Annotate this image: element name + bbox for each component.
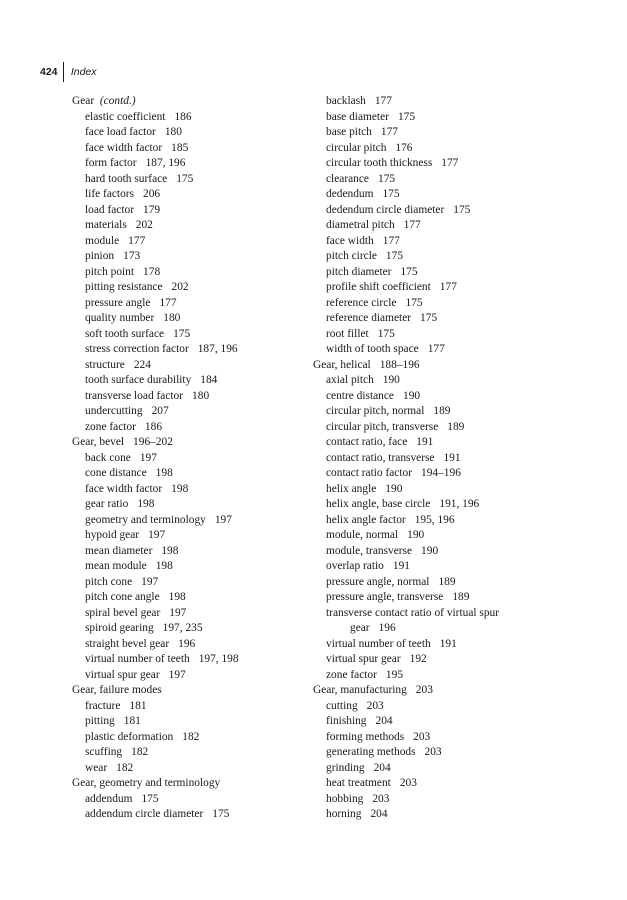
index-pages: 184 [200,374,218,386]
index-term: back cone [85,451,131,464]
index-subentry [313,606,563,622]
index-pages: 197 [169,606,187,619]
index-heading [72,435,307,451]
index-subentry [72,761,307,777]
index-subentry [313,296,563,312]
index-subentry [313,699,563,715]
index-term: module, normal [326,529,399,541]
index-pages: 187, 196 [145,157,186,169]
index-subentry [72,466,307,482]
index-pages: 198 [171,482,189,495]
index-term: base diameter [326,110,389,123]
index-pages: 175 [400,265,418,278]
index-subentry [72,637,307,653]
index-subentry [72,451,307,467]
index-subentry [313,730,563,746]
index-term: contact ratio, transverse [326,451,435,464]
index-subentry [72,296,307,312]
index-term: circular tooth thickness [326,157,433,169]
index-subentry [72,482,307,498]
index-term: pressure angle, normal [326,575,430,588]
index-subentry [313,590,563,606]
index-term: hobbing [326,792,364,805]
index-term: helix angle, base circle [326,498,431,510]
index-subentry [72,621,307,637]
index-pages: 207 [151,405,169,417]
index-subentry [72,590,307,606]
index-term: fracture [85,699,121,712]
index-term: Gear [72,95,95,107]
index-term: face width [326,234,374,247]
index-heading [72,94,307,110]
index-pages: 185 [171,141,189,154]
index-term: scuffing [85,746,123,758]
index-term: hard tooth surface [85,172,168,185]
index-pages: 177 [374,95,392,107]
index-term: centre distance [326,389,394,402]
index-subentry [313,714,563,730]
index-pages: 191 [439,637,457,650]
index-pages: 197, 235 [162,622,203,634]
index-pages: 180 [163,312,181,324]
index-term: reference circle [326,296,397,309]
index-pages: 189 [433,405,451,417]
index-term: pitch point [85,265,135,278]
index-pages: 181 [123,715,141,727]
index-pages: 177 [382,234,400,247]
index-subentry [313,668,563,684]
index-term: forming methods [326,730,405,743]
index-pages: 206 [143,188,161,200]
index-pages: 175 [453,203,471,216]
index-subentry [72,172,307,188]
index-subentry [72,203,307,219]
index-term: hypoid gear [85,529,140,541]
index-subentry [313,234,563,250]
index-pages: 190 [382,374,400,386]
index-term: transverse contact ratio of virtual spur [326,606,500,619]
index-term: life factors [85,188,135,200]
index-pages: 177 [427,343,445,355]
index-term: load factor [85,203,135,216]
index-term: helix angle factor [326,513,406,526]
index-pages: 175 [405,296,423,309]
index-pages: 187, 196 [197,343,238,355]
index-note: (contd.) [99,95,136,107]
index-term: transverse load factor [85,389,184,402]
index-term: pitting [85,715,115,727]
index-term: gear [350,622,370,634]
index-term: Gear, helical [313,358,371,371]
index-term: horning [326,808,362,820]
index-pages: 175 [212,808,230,820]
index-subentry [72,652,307,668]
index-subentry [72,125,307,141]
index-subentry [72,714,307,730]
index-subentry [72,234,307,250]
index-subentry [72,141,307,157]
index-term: helix angle [326,482,377,495]
index-pages: 203 [415,684,433,696]
index-term: pressure angle [85,296,151,309]
index-pages: 202 [135,219,153,231]
index-pages: 203 [372,792,390,805]
index-subentry [72,544,307,560]
index-pages: 177 [439,281,457,293]
index-term: spiral bevel gear [85,606,161,619]
index-heading [72,776,307,792]
index-subentry [72,156,307,172]
index-heading [72,683,307,699]
index-subentry [313,125,563,141]
index-subentry [313,249,563,265]
index-heading [313,683,563,699]
index-subentry [313,141,563,157]
index-term: zone factor [326,668,377,681]
index-term: grinding [326,761,365,774]
index-heading [313,358,563,374]
index-subentry [313,280,563,296]
index-subentry [313,466,563,482]
index-term: mean diameter [85,544,153,557]
index-subentry [72,187,307,203]
index-term: elastic coefficient [85,110,166,123]
index-subentry [313,420,563,436]
index-term: root fillet [326,327,369,340]
index-subentry [313,482,563,498]
index-subentry [313,172,563,188]
index-term: soft tooth surface [85,327,165,340]
index-pages: 194–196 [421,467,461,479]
index-pages: 177 [128,234,146,247]
index-subentry [72,575,307,591]
index-term: backlash [326,95,366,107]
index-subentry [72,497,307,513]
index-pages: 203 [399,777,417,789]
index-subentry [72,327,307,343]
index-pages: 197 [214,513,232,526]
index-pages: 198 [168,591,186,603]
index-subentry [313,513,563,529]
index-term: gear ratio [85,498,129,510]
index-pages: 177 [441,157,459,169]
index-subentry [72,699,307,715]
index-pages: 190 [403,389,421,402]
index-term: materials [85,219,127,231]
index-term: virtual spur gear [326,653,401,665]
running-title: Index [70,66,97,78]
index-pages: 196–202 [133,436,173,448]
index-pages: 173 [123,250,141,262]
index-term: addendum [85,792,133,805]
index-pages: 203 [424,746,442,758]
index-subentry [72,265,307,281]
index-term: plastic deformation [85,730,174,743]
index-pages: 176 [395,141,413,154]
index-pages: 191 [443,451,461,464]
index-pages: 195 [385,668,404,681]
index-subentry [313,652,563,668]
index-subentry [72,745,307,761]
index-pages: 190 [421,544,439,557]
index-subentry [72,528,307,544]
index-term: mean module [85,560,147,572]
index-subentry [313,559,563,575]
index-subentry [313,327,563,343]
index-subentry [72,730,307,746]
index-pages: 175 [378,172,396,185]
index-subentry [313,404,563,420]
index-pages: 188–196 [379,358,420,371]
index-term: dedendum circle diameter [326,203,445,216]
index-term: pinion [85,250,115,262]
index-subentry [313,621,563,637]
index-subentry [313,389,563,405]
index-pages: 175 [420,312,438,324]
index-term: axial pitch [326,374,374,386]
index-term: circular pitch, normal [326,405,425,417]
index-column-left [72,94,307,823]
index-pages: 198 [155,560,173,572]
index-pages: 186 [174,110,192,123]
index-pages: 191 [392,560,410,572]
index-term: module [85,234,120,247]
index-pages: 204 [375,715,393,727]
index-pages: 186 [144,420,163,433]
index-term: circular pitch, transverse [326,420,439,433]
index-subentry [72,373,307,389]
index-pages: 197, 198 [198,653,239,665]
index-term: heat treatment [326,777,391,789]
index-subentry [313,342,563,358]
index-subentry [313,218,563,234]
index-subentry [313,451,563,467]
index-term: Gear, bevel [72,436,125,448]
index-term: Gear, failure modes [72,684,162,696]
index-pages: 203 [413,730,431,743]
index-subentry [72,389,307,405]
index-pages: 178 [143,265,161,278]
index-subentry [313,792,563,808]
index-term: contact ratio factor [326,467,413,479]
index-subentry [313,311,563,327]
index-subentry [313,265,563,281]
index-pages: 189 [452,591,470,603]
index-pages: 197 [168,668,186,681]
index-subentry [313,745,563,761]
index-pages: 202 [171,281,189,293]
index-pages: 197 [148,529,166,541]
index-subentry [72,404,307,420]
index-subentry [72,792,307,808]
index-subentry [313,94,563,110]
index-term: dedendum [326,188,374,200]
index-pages: 180 [192,389,210,402]
index-subentry [313,776,563,792]
index-subentry [313,373,563,389]
index-subentry [72,559,307,575]
index-subentry [72,807,307,823]
index-pages: 198 [155,467,173,479]
index-term: face load factor [85,126,156,138]
index-term: virtual number of teeth [326,637,431,650]
index-pages: 197 [139,451,157,464]
index-pages: 196 [378,622,396,634]
index-pages: 177 [380,126,398,138]
index-pages: 181 [129,699,147,712]
page-header [40,62,97,82]
index-subentry [313,575,563,591]
index-term: generating methods [326,746,416,758]
index-subentry [313,761,563,777]
index-subentry [313,807,563,823]
index-subentry [72,420,307,436]
index-subentry [72,342,307,358]
index-term: profile shift coefficient [326,281,431,293]
index-pages: 180 [164,126,182,138]
index-pages: 195, 196 [414,513,455,526]
index-pages: 179 [143,203,161,216]
index-term: Gear, manufacturing [313,684,407,696]
index-subentry [313,203,563,219]
index-term: structure [85,358,125,371]
index-term: pitch diameter [326,265,392,278]
index-subentry [313,637,563,653]
index-pages: 175 [176,172,194,185]
header-divider [63,62,64,82]
index-term: cone distance [85,467,147,479]
index-pages: 189 [438,575,456,588]
index-subentry [313,528,563,544]
index-column-right [313,94,563,823]
index-subentry [313,497,563,513]
index-pages: 175 [377,327,395,340]
index-term: straight bevel gear [85,637,170,650]
index-pages: 198 [161,544,179,557]
index-subentry [313,156,563,172]
index-subentry [72,606,307,622]
index-pages: 175 [173,327,191,340]
index-term: quality number [85,312,155,324]
index-term: spiroid gearing [85,622,154,634]
index-term: pitting resistance [85,281,163,293]
index-subentry [72,358,307,374]
index-pages: 182 [116,761,134,774]
index-term: face width factor [85,141,163,154]
index-term: base pitch [326,126,372,138]
index-term: cutting [326,699,358,712]
index-pages: 175 [397,110,416,123]
index-term: pitch circle [326,250,377,262]
index-term: pitch cone [85,575,133,588]
index-term: finishing [326,715,367,727]
index-term: clearance [326,172,369,185]
index-term: addendum circle diameter [85,808,204,820]
index-subentry [313,435,563,451]
index-subentry [72,513,307,529]
index-pages: 204 [373,761,391,774]
index-term: circular pitch [326,141,387,154]
index-pages: 175 [382,188,400,200]
index-pages: 191, 196 [439,498,480,510]
index-pages: 182 [131,746,149,758]
index-subentry [313,110,563,126]
index-pages: 190 [385,482,403,495]
index-term: zone factor [85,420,136,433]
index-term: overlap ratio [326,560,384,572]
index-term: wear [85,761,108,774]
index-pages: 224 [133,358,151,371]
index-term: diametral pitch [326,219,395,231]
index-pages: 175 [141,792,159,805]
index-term: contact ratio, face [326,436,408,448]
index-term: Gear, geometry and terminology [72,777,221,789]
index-term: form factor [85,157,137,169]
index-term: virtual spur gear [85,668,160,681]
index-term: stress correction factor [85,343,189,355]
index-pages: 196 [178,637,196,650]
index-pages: 198 [137,498,155,510]
index-pages: 192 [409,653,427,665]
index-pages: 177 [403,219,421,231]
index-pages: 177 [159,296,177,309]
page-number: 424 [40,66,58,78]
index-term: tooth surface durability [85,374,192,386]
index-pages: 197 [141,575,159,588]
index-subentry [72,249,307,265]
index-subentry [72,668,307,684]
index-term: geometry and terminology [85,513,206,526]
index-pages: 203 [366,699,384,712]
index-subentry [72,110,307,126]
index-subentry [72,218,307,234]
index-subentry [72,280,307,296]
index-subentry [72,311,307,327]
index-pages: 204 [370,808,388,820]
index-term: width of tooth space [326,343,419,355]
index-pages: 190 [407,529,425,541]
index-subentry [313,187,563,203]
index-term: undercutting [85,405,143,417]
index-term: pressure angle, transverse [326,591,444,603]
index-term: virtual number of teeth [85,653,190,665]
index-pages: 175 [385,250,404,262]
index-term: reference diameter [326,312,412,324]
index-term: face width factor [85,482,163,495]
index-term: module, transverse [326,544,413,557]
index-subentry [313,544,563,560]
index-pages: 182 [182,730,200,743]
index-pages: 189 [447,420,465,433]
index-term: pitch cone angle [85,591,160,603]
index-pages: 191 [416,436,434,448]
